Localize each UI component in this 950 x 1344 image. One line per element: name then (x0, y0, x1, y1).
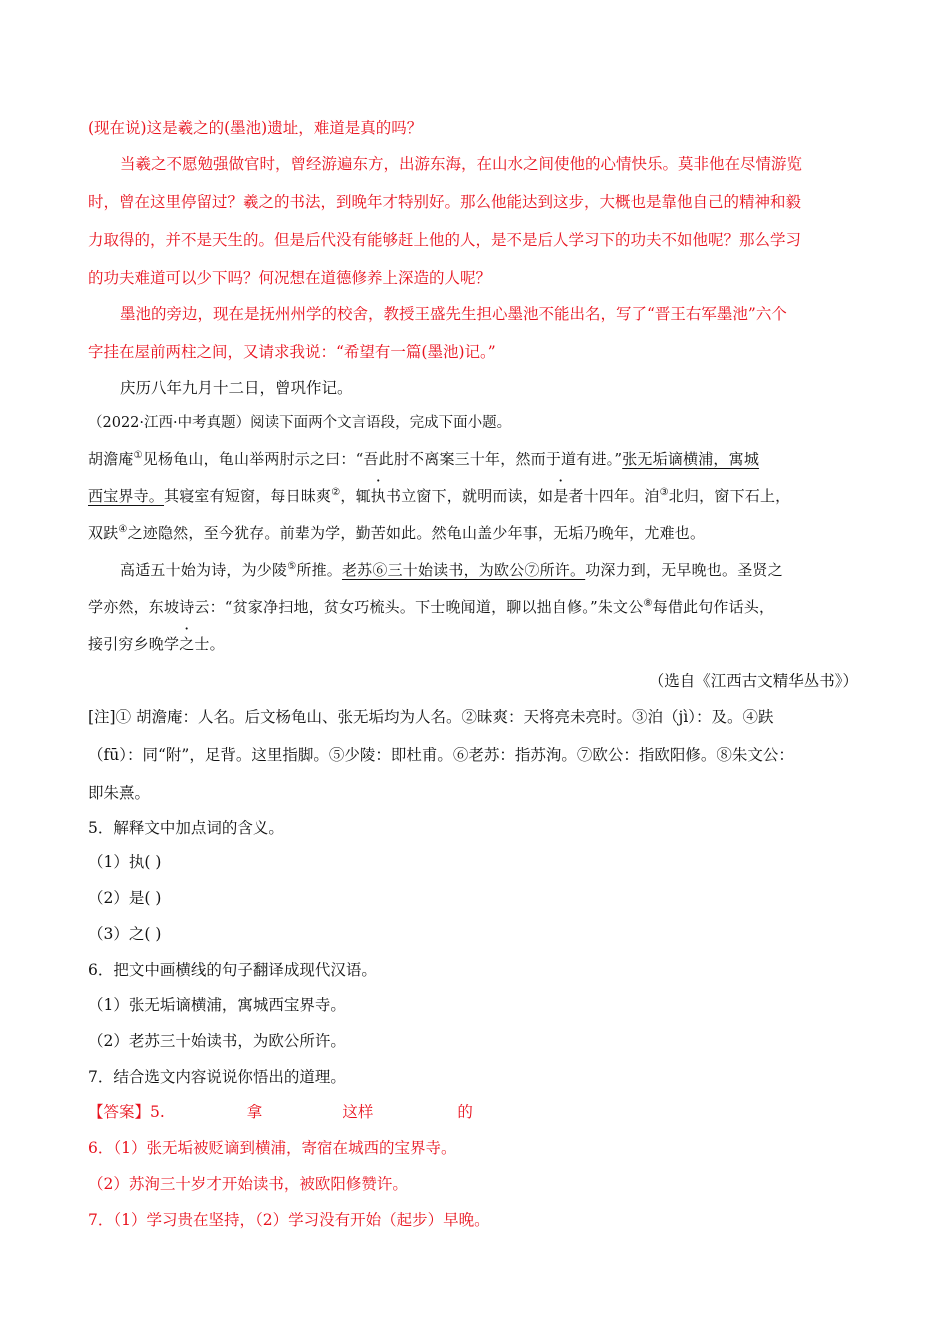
answer-7: 7．（1）学习贵在坚持，（2）学习没有开始（起步）早晚。 (88, 1211, 490, 1229)
passage-line-3: 双趺④之迹隐然，至今犹存。前辈为学，勤苦如此。然龟山盖少年事，无垢乃晚年，尤难也。 (88, 524, 706, 542)
dotted-word-zhi2: 之 (179, 635, 195, 653)
answer-5: 【答案】5. 拿 这样 的 (88, 1103, 473, 1121)
signature-line: 庆历八年九月十二日，曾巩作记。 (120, 379, 353, 397)
underlined-sentence-1-cont: 西宝界寺。 (88, 487, 165, 505)
source-intro: （2022·江西·中考真题）阅读下面两个文言语段，完成下面小题。 (88, 415, 512, 431)
passage-line-6: 接引穷乡晚学之士。 (88, 635, 225, 653)
translation-para-2-line-1: 墨池的旁边，现在是抚州州学的校舍，教授王盛先生担心墨池不能出名，写了“晋王右军墨池”六个 (120, 305, 787, 323)
question-5: 5．解释文中加点词的含义。 (88, 819, 284, 837)
notes-line-2: （fū）：同“附”，足背。这里指脚。⑤少陵：即杜甫。⑥老苏：指苏洵。⑦欧公：指欧阳修。⑧朱文公： (88, 746, 794, 764)
translation-para-2-line-2: 字挂在屋前两柱之间，又请求我说：“希望有一篇(墨池)记。” (88, 343, 496, 361)
dotted-word-shi: 是 (553, 487, 569, 505)
question-6-item-1: （1）张无垢谪横浦，寓城西宝界寺。 (88, 996, 346, 1014)
underlined-sentence-2: 老苏⑥三十始读书，为欧公⑦所许。 (341, 561, 586, 579)
question-5-item-3: （3）之( ) (88, 925, 162, 943)
translation-para-1-line-4: 的功夫难道可以少下吗？何况想在道德修养上深造的人呢？ (88, 269, 492, 287)
translation-para-1-line-2: 时，曾在这里停留过？羲之的书法，到晚年才特别好。那么他能达到这步，大概也是靠他自己的精神和毅 (88, 193, 802, 211)
dotted-word-zhi: 执 (370, 487, 386, 505)
passage-line-2: 西宝界寺。其寝室有短窗，每日昧爽②，辄执书立窗下，就明而读，如是者十四年。洎③北归，窗下石上， (88, 487, 791, 505)
translation-para-1-line-3: 力取得的，并不是天生的。但是后代没有能够赶上他的人，是不是后人学习下的功夫不如他呢？那么学习 (88, 231, 802, 249)
question-5-item-1: （1）执( ) (88, 853, 162, 871)
passage-line-5: 学亦然，东坡诗云：“贫家净扫地，贫女巧梳头。下士晚闻道，聊以拙自修。”朱文公⑧每借此句作话头， (88, 598, 775, 616)
translation-para-0: (现在说)这是羲之的(墨池)遗址，难道是真的吗？ (88, 119, 423, 137)
passage-line-4: 高适五十始为诗，为少陵⑤所推。老苏⑥三十始读书，为欧公⑦所许。功深力到，无早晚也。圣贤之 (120, 561, 783, 579)
question-5-item-2: （2）是( ) (88, 889, 162, 907)
question-6-item-2: （2）老苏三十始读书，为欧公所许。 (88, 1032, 346, 1050)
underlined-sentence-1: 张无垢谪横浦，寓城 (622, 450, 760, 468)
question-6: 6．把文中画横线的句子翻译成现代汉语。 (88, 961, 377, 979)
answer-label: 【答案】5. (88, 1103, 165, 1121)
notes-line-1: [注]① 胡澹庵：人名。后文杨龟山、张无垢均为人名。②昧爽：天将亮未亮时。③泊（jì）：及。④趺 (88, 708, 774, 726)
question-7: 7．结合选文内容说说你悟出的道理。 (88, 1068, 346, 1086)
answer-6-1: 6．（1）张无垢被贬谪到横浦，寄宿在城西的宝界寺。 (88, 1139, 457, 1157)
notes-line-3: 即朱熹。 (88, 784, 151, 802)
passage-line-1: 胡澹庵①见杨龟山，龟山举两肘示之曰：“吾此肘不离案三十年，然而于道有进。”张无垢谪横浦，寓城 (88, 450, 760, 468)
translation-para-1-line-1: 当羲之不愿勉强做官时，曾经游遍东方，出游东海，在山水之间使他的心情快乐。莫非他在尽情游览 (120, 155, 803, 173)
citation: （选自《江西古文精华丛书》） (648, 672, 858, 690)
answer-6-2: （2）苏洵三十岁才开始读书，被欧阳修赞许。 (88, 1175, 408, 1193)
